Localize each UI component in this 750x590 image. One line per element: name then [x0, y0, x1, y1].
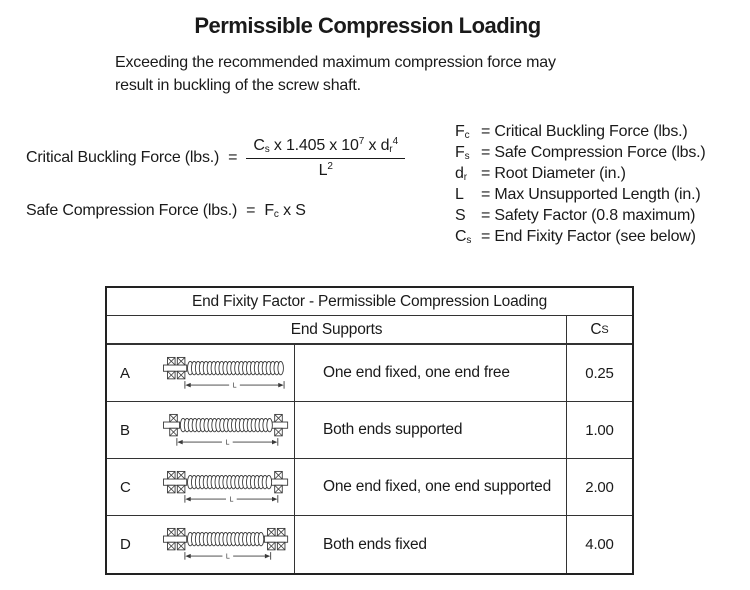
cs-value: 2.00 [566, 459, 632, 515]
row-description: Both ends supported [294, 402, 566, 458]
end-support-diagram-icon [159, 410, 293, 451]
legend-item-fs [455, 142, 706, 163]
legend-symbol: $d_r$ [455, 164, 468, 183]
row-diagram-cell [107, 402, 294, 458]
legend-definition: = Safety Factor (0.8 maximum) [481, 206, 696, 224]
row-diagram-cell [107, 516, 294, 573]
safe-compression-formula [26, 202, 306, 220]
end-supports-column-header: End Supports [290, 320, 383, 338]
table-row-b [107, 402, 632, 459]
table-row-c [107, 459, 632, 516]
table-title: End Fixity Factor - Permissible Compression Loading [107, 288, 632, 316]
legend-definition: = Critical Buckling Force (lbs.) [481, 122, 688, 140]
row-letter: A [120, 364, 130, 382]
critical-buckling-formula [26, 136, 405, 180]
cs-value: 1.00 [566, 402, 632, 458]
table-subheader [107, 316, 632, 345]
page-title: Permissible Compression Loading [194, 13, 541, 38]
intro-line-1: Exceeding the recommended maximum compression force may [115, 54, 556, 71]
end-fixity-table [105, 286, 634, 575]
symbol-legend [455, 121, 706, 247]
intro-line-2: result in buckling of the screw shaft. [115, 77, 361, 94]
safe-formula-rhs: $F_c$ x S [264, 202, 306, 220]
legend-symbol: $C_s$ [455, 227, 472, 246]
svg-text:L: L [225, 552, 230, 561]
equals-sign: = [246, 202, 256, 219]
critical-formula-label: Critical Buckling Force (lbs.) [26, 149, 220, 166]
legend-definition: = Root Diameter (in.) [481, 164, 626, 182]
legend-definition: = End Fixity Factor (see below) [481, 227, 696, 245]
row-description: One end fixed, one end free [294, 345, 566, 401]
row-letter: D [120, 536, 131, 553]
table-row-a [107, 345, 632, 402]
table-row-d [107, 516, 632, 573]
legend-symbol: $F_c$ [455, 122, 470, 141]
legend-definition: = Safe Compression Force (lbs.) [481, 143, 706, 161]
legend-definition: = Max Unsupported Length (in.) [481, 185, 701, 203]
safe-formula-label: Safe Compression Force (lbs.) [26, 202, 238, 219]
legend-item-dr [455, 163, 706, 184]
equals-sign: = [228, 149, 238, 166]
fraction-numerator: $C_s$ x 1.405 x $10^7$ x $d_r^4$ [253, 136, 399, 155]
row-diagram-cell [107, 345, 294, 401]
cs-value: 0.25 [566, 345, 632, 401]
end-support-diagram-icon [159, 467, 293, 508]
legend-symbol: $F_s$ [455, 143, 470, 162]
row-letter: B [120, 421, 130, 439]
svg-text:L: L [225, 438, 230, 447]
legend-symbol: L [455, 185, 464, 203]
legend-item-cs [455, 226, 706, 247]
formula-fraction [246, 136, 405, 180]
legend-item-fc [455, 121, 706, 142]
row-description: Both ends fixed [294, 516, 566, 573]
cs-value: 4.00 [566, 516, 632, 573]
legend-symbol: S [455, 206, 466, 224]
legend-item-s [455, 205, 706, 226]
row-letter: C [120, 478, 131, 496]
end-support-diagram-icon [159, 524, 293, 565]
end-support-diagram-icon [159, 353, 293, 394]
cs-column-header: C S [566, 316, 632, 343]
svg-text:L: L [232, 381, 237, 390]
legend-item-l [455, 184, 706, 205]
intro-paragraph [115, 51, 595, 97]
row-description: One end fixed, one end supported [294, 459, 566, 515]
svg-text:L: L [229, 495, 234, 504]
fraction-denominator: $L^2$ [246, 158, 405, 180]
row-diagram-cell [107, 459, 294, 515]
